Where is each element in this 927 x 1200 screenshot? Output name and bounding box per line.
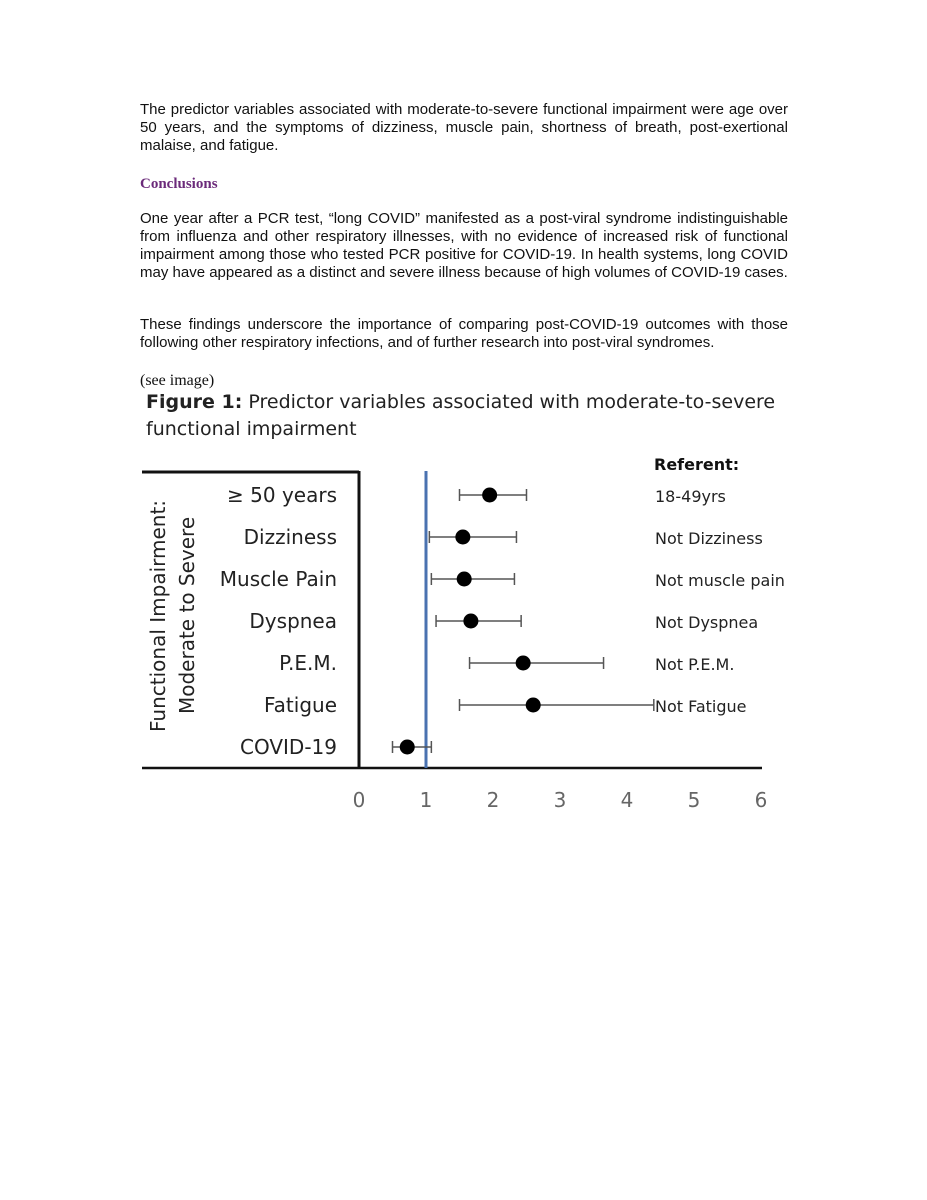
row-label: COVID-19 [239,735,337,759]
figure-label: Figure 1: [146,391,243,413]
y-axis-label-line2: Moderate to Severe [175,516,199,714]
estimate-point [516,656,531,671]
row-label: Dyspnea [249,609,337,633]
x-tick-label: 0 [352,788,366,812]
forest-row [264,693,747,717]
x-axis-ticks [353,788,768,812]
forest-row [244,525,763,549]
y-axis-label-line1: Functional Impairment: [146,499,170,732]
estimate-point [400,740,415,755]
forest-row [227,483,726,507]
row-label: P.E.M. [279,651,337,675]
estimate-point [457,572,472,587]
forest-row [220,567,785,591]
row-label: ≥ 50 years [227,483,337,507]
estimate-point [455,530,470,545]
forest-row [279,651,734,675]
referent-label: Not P.E.M. [655,655,735,674]
figure-title [146,389,786,443]
row-label: Muscle Pain [219,567,337,591]
y-axis-label [146,500,199,732]
estimate-point [463,614,478,629]
referent-label: Not Dizziness [655,529,763,548]
forest-row [249,609,758,633]
referent-header: Referent: [654,455,740,474]
forest-row [240,735,431,759]
x-tick-label: 2 [486,788,500,812]
x-tick-label: 4 [620,788,634,812]
conclusions-heading: Conclusions [140,176,218,192]
conclusions-paragraph: One year after a PCR test, “long COVID” manifested as a post-viral syndrome indistinguishable from influenza and other respiratory illnesses, with no evidence of increased risk of functional impairment among those who tested PCR positive for COVID-19. In health systems, long COVID may have appeared as a distinct and severe illness because of high volumes of COVID-19 cases. [140,210,788,281]
row-label: Fatigue [264,693,337,717]
x-tick-label: 6 [754,788,768,812]
row-label: Dizziness [243,525,337,549]
estimate-point [526,698,541,713]
referent-label: Not muscle pain [655,571,785,590]
see-image-note: (see image) [140,372,215,389]
x-tick-label: 5 [687,788,701,812]
results-paragraph: The predictor variables associated with moderate-to-severe functional impairment were age over 50 years, and the symptoms of dizziness, muscle pain, shortness of breath, post-exertional malaise, and fatigue. [140,101,788,154]
referent-label: 18-49yrs [655,487,726,506]
referent-label: Not Dyspnea [655,613,759,632]
figure-caption: Predictor variables associated with moderate-to-severe functional impairment [146,391,776,440]
x-tick-label: 1 [419,788,433,812]
findings-paragraph: These findings underscore the importance of comparing post-COVID-19 outcomes with those following other respiratory infections, and of further research into post-viral syndromes. [140,316,788,351]
estimate-point [482,488,497,503]
referent-label: Not Fatigue [655,697,747,716]
forest-rows [220,483,785,759]
x-tick-label: 3 [553,788,567,812]
forest-plot [0,440,927,820]
